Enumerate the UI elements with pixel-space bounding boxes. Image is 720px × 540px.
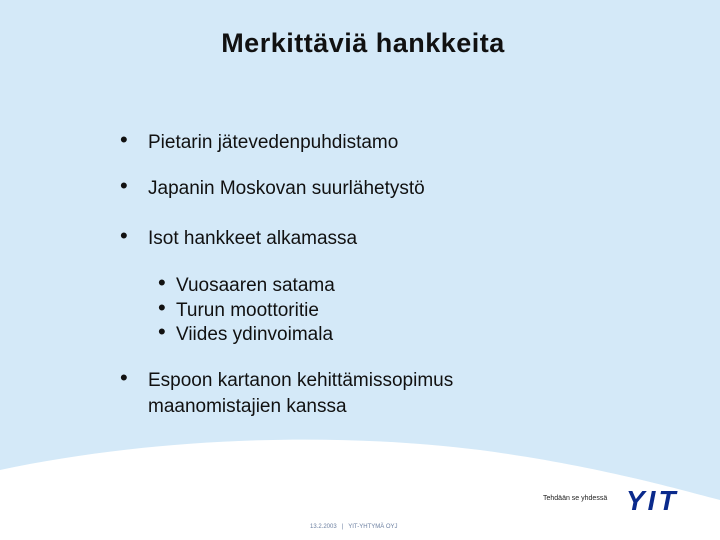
bullet-dot-icon: •	[120, 223, 128, 248]
footer-date: 13.2.2003	[310, 524, 337, 530]
slide-title: Merkittäviä hankkeita	[221, 28, 505, 58]
tagline: Tehdään se yhdessä	[543, 495, 608, 502]
footer-separator: |	[341, 524, 344, 530]
bullet-dot-icon: •	[120, 365, 128, 390]
bullet-dot-icon: •	[158, 319, 166, 344]
bullet-dot-icon: •	[158, 270, 166, 295]
footer	[310, 524, 398, 530]
logo-text: YIT	[626, 488, 679, 512]
bullet-dot-icon: •	[120, 127, 128, 152]
yit-logo	[626, 488, 704, 512]
bullet-dot-icon: •	[158, 295, 166, 320]
footer-company: YIT-YHTYMÄ OYJ	[348, 524, 398, 530]
bullet-dot-icon: •	[120, 173, 128, 198]
